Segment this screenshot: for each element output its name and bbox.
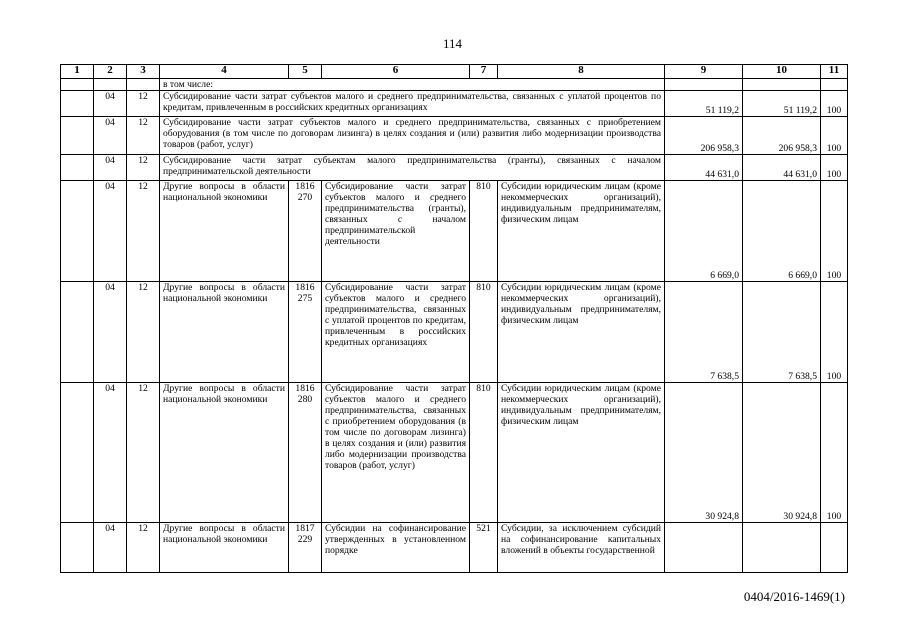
- amount-fact: 51 119,2: [743, 91, 821, 117]
- header-cell: 2: [94, 65, 127, 79]
- table-row: [61, 117, 848, 155]
- percent: 100: [821, 282, 848, 383]
- amount-plan: [665, 523, 743, 573]
- table-row: [61, 155, 848, 181]
- subsection-code: 12: [127, 181, 160, 282]
- amount-fact: 30 924,8: [743, 383, 821, 523]
- summary-text: Субсидирование части затрат субъектов малого и среднего предпринимательства, связанных с уплатой процентов по кредитам, привлеченным в российских кредитных организациях: [160, 91, 665, 117]
- header-cell: 8: [498, 65, 665, 79]
- section-code: 04: [94, 282, 127, 383]
- expense-type-description: Субсидии юридическим лицам (кроме некоммерческих организаций), индивидуальным предпринимателям, физическим лицам: [498, 181, 665, 282]
- expense-type-description: Субсидии, за исключением субсидий на софинансирование капитальных вложений в объекты государственной: [498, 523, 665, 573]
- section-code: 04: [94, 523, 127, 573]
- expense-category: Другие вопросы в области национальной экономики: [160, 282, 289, 383]
- expense-type-description: Субсидии юридическим лицам (кроме некоммерческих организаций), индивидуальным предпринимателям, физическим лицам: [498, 282, 665, 383]
- table-row: [61, 383, 848, 523]
- amount-fact: 206 958,3: [743, 117, 821, 155]
- summary-text: Субсидирование части затрат субъектов малого и среднего предпринимательства, связанных с приобретением оборудования (в том числе по договорам лизинга) в целях создания и (или) развития либо модернизации производства товаров (работ, услуг): [160, 117, 665, 155]
- header-cell: 9: [665, 65, 743, 79]
- expense-category: Другие вопросы в области национальной экономики: [160, 383, 289, 523]
- subsection-code: 12: [127, 523, 160, 573]
- amount-plan: 30 924,8: [665, 383, 743, 523]
- percent: 100: [821, 155, 848, 181]
- amount-fact: 44 631,0: [743, 155, 821, 181]
- header-row: [61, 65, 848, 79]
- subsection-code: 12: [127, 383, 160, 523]
- amount-plan: 51 119,2: [665, 91, 743, 117]
- expense-type-code: 810: [470, 282, 498, 383]
- expense-category: Другие вопросы в области национальной экономики: [160, 523, 289, 573]
- section-code: 04: [94, 155, 127, 181]
- page-number: 114: [442, 36, 463, 51]
- subsection-code: 12: [127, 117, 160, 155]
- percent: 100: [821, 383, 848, 523]
- expense-type-code: 521: [470, 523, 498, 573]
- header-cell: 5: [289, 65, 322, 79]
- percent: 100: [821, 181, 848, 282]
- amount-plan: 6 669,0: [665, 181, 743, 282]
- section-code: 04: [94, 117, 127, 155]
- percent: 100: [821, 117, 848, 155]
- amount-plan: 7 638,5: [665, 282, 743, 383]
- subsection-code: 12: [127, 282, 160, 383]
- header-cell: 6: [322, 65, 470, 79]
- target-description: Субсидии на софинансирование утвержденных в установленном порядке: [322, 523, 470, 573]
- budget-table: [60, 64, 848, 573]
- expense-type-description: Субсидии юридическим лицам (кроме некоммерческих организаций), индивидуальным предпринимателям, физическим лицам: [498, 383, 665, 523]
- amount-fact: 7 638,5: [743, 282, 821, 383]
- amount-plan: 44 631,0: [665, 155, 743, 181]
- header-cell: 11: [821, 65, 848, 79]
- expense-category: Другие вопросы в области национальной экономики: [160, 181, 289, 282]
- target-code: 1816 275: [289, 282, 322, 383]
- amount-plan: 206 958,3: [665, 117, 743, 155]
- table-row: [61, 91, 848, 117]
- table-row: [61, 282, 848, 383]
- intro-text: в том числе:: [160, 79, 665, 91]
- header-cell: 10: [743, 65, 821, 79]
- expense-type-code: 810: [470, 181, 498, 282]
- amount-fact: 6 669,0: [743, 181, 821, 282]
- document-code: 0404/2016-1469(1): [743, 589, 845, 604]
- target-description: Субсидирование части затрат субъектов малого и среднего предпринимательства (гранты), связанных с началом предпринимательской деятельности: [322, 181, 470, 282]
- header-cell: 3: [127, 65, 160, 79]
- percent: 100: [821, 91, 848, 117]
- header-cell: 7: [470, 65, 498, 79]
- section-code: 04: [94, 91, 127, 117]
- target-description: Субсидирование части затрат субъектов малого и среднего предпринимательства, связанных с уплатой процентов по кредитам, привлеченным в российских кредитных организациях: [322, 282, 470, 383]
- percent: [821, 523, 848, 573]
- target-code: 1817 229: [289, 523, 322, 573]
- header-cell: 1: [61, 65, 94, 79]
- expense-type-code: 810: [470, 383, 498, 523]
- table-row: [61, 181, 848, 282]
- target-code: 1816 280: [289, 383, 322, 523]
- target-description: Субсидирование части затрат субъектов малого и среднего предпринимательства, связанных с приобретением оборудования (в том числе по договорам лизинга) в целях создания и (или) развития либо модернизации производства товаров (работ, услуг): [322, 383, 470, 523]
- header-cell: 4: [160, 65, 289, 79]
- table-row: [61, 523, 848, 573]
- table-row: [61, 79, 848, 91]
- amount-fact: [743, 523, 821, 573]
- section-code: 04: [94, 383, 127, 523]
- summary-text: Субсидирование части затрат субъектам малого предпринимательства (гранты), связанных с началом предпринимательской деятельности: [160, 155, 665, 181]
- subsection-code: 12: [127, 91, 160, 117]
- target-code: 1816 270: [289, 181, 322, 282]
- section-code: 04: [94, 181, 127, 282]
- subsection-code: 12: [127, 155, 160, 181]
